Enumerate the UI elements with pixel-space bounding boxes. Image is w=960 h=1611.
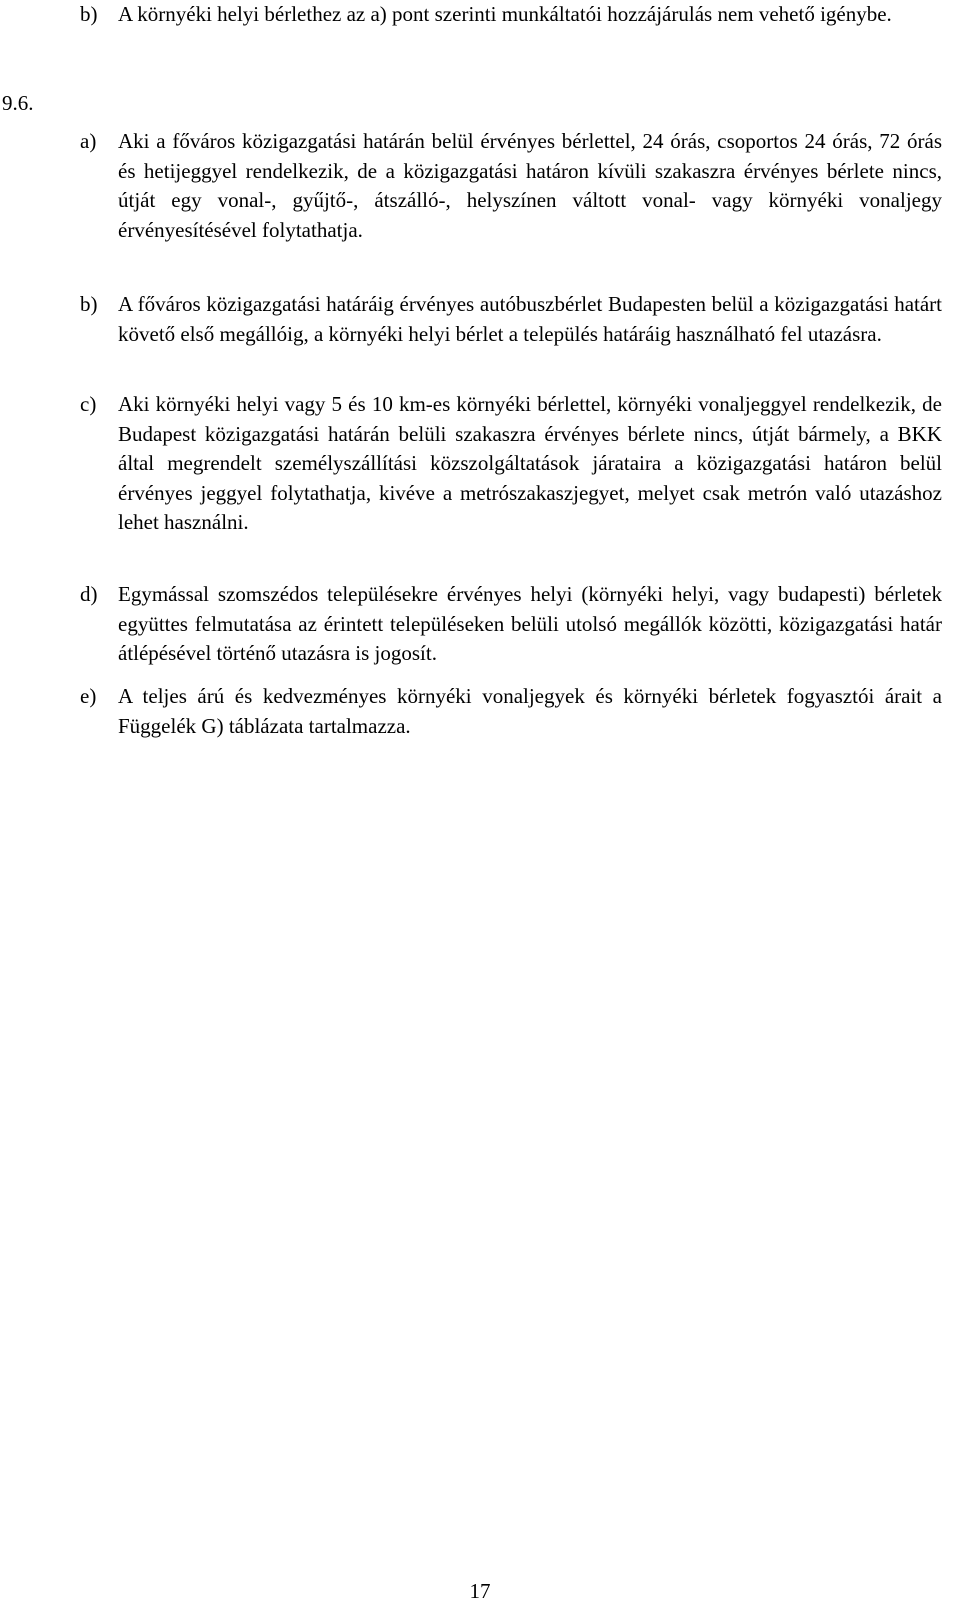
list-item-c — [80, 390, 942, 538]
list-item-text: A teljes árú és kedvezményes környéki vonaljegyek és környéki bérletek fogyasztói árait a Függelék G) táblázata tartalmazza. — [118, 684, 942, 738]
list-item-text: Aki környéki helyi vagy 5 és 10 km-es környéki bérlettel, környéki vonaljeggyel rendelkezik, de Budapest közigazgatási határán belüli szakaszra érvényes bérlete nincs, útját bármely, a BKK által megrendelt személyszállítási közszolgáltatások járataira a közigazgatási határon belül érvényes jeggyel folytathatja, kivéve a metrószakaszjegyet, melyet csak metrón való utazáshoz lehet használni. — [118, 392, 942, 534]
list-item-a — [80, 127, 942, 245]
list-item-label: a) — [80, 129, 97, 153]
list-item-text: A főváros közigazgatási határáig érvényes autóbuszbérlet Budapesten belül a közigazgatási határt követő első megállóig, a környéki helyi bérlet a település határáig használható fel utazásra. — [118, 292, 942, 346]
list-item-b — [80, 290, 942, 349]
list-item-text: Egymással szomszédos településekre érvényes helyi (környéki helyi, vagy budapesti) bérletek együttes felmutatása az érintett településeken belüli utolsó megállók közötti, közigazgatási határ átlépésével történő utazásra is jogosít. — [118, 582, 942, 665]
list-item-label: b) — [80, 292, 98, 316]
list-item-e — [80, 682, 942, 741]
page-number: 17 — [469, 1579, 491, 1603]
list-item-label: b) — [80, 2, 98, 26]
list-item-label: e) — [80, 684, 97, 708]
top-list-item-b — [80, 0, 942, 30]
list-item-text: A környéki helyi bérlethez az a) pont szerinti munkáltatói hozzájárulás nem vehető igénybe. — [118, 2, 892, 26]
list-item-label: c) — [80, 392, 97, 416]
list-item-label: d) — [80, 582, 98, 606]
section-number: 9.6. — [2, 91, 34, 115]
list-item-d — [80, 580, 942, 669]
list-item-text: Aki a főváros közigazgatási határán belül érvényes bérlettel, 24 órás, csoportos 24 órás, 72 órás és hetijeggyel rendelkezik, de a közigazgatási határon kívüli szakaszra érvényes bérlete nincs, útját egy vonal-, gyűjtő-, átszálló-, helyszínen váltott vonal- vagy környéki vonaljegy érvényesítésével folytathatja. — [118, 129, 942, 242]
